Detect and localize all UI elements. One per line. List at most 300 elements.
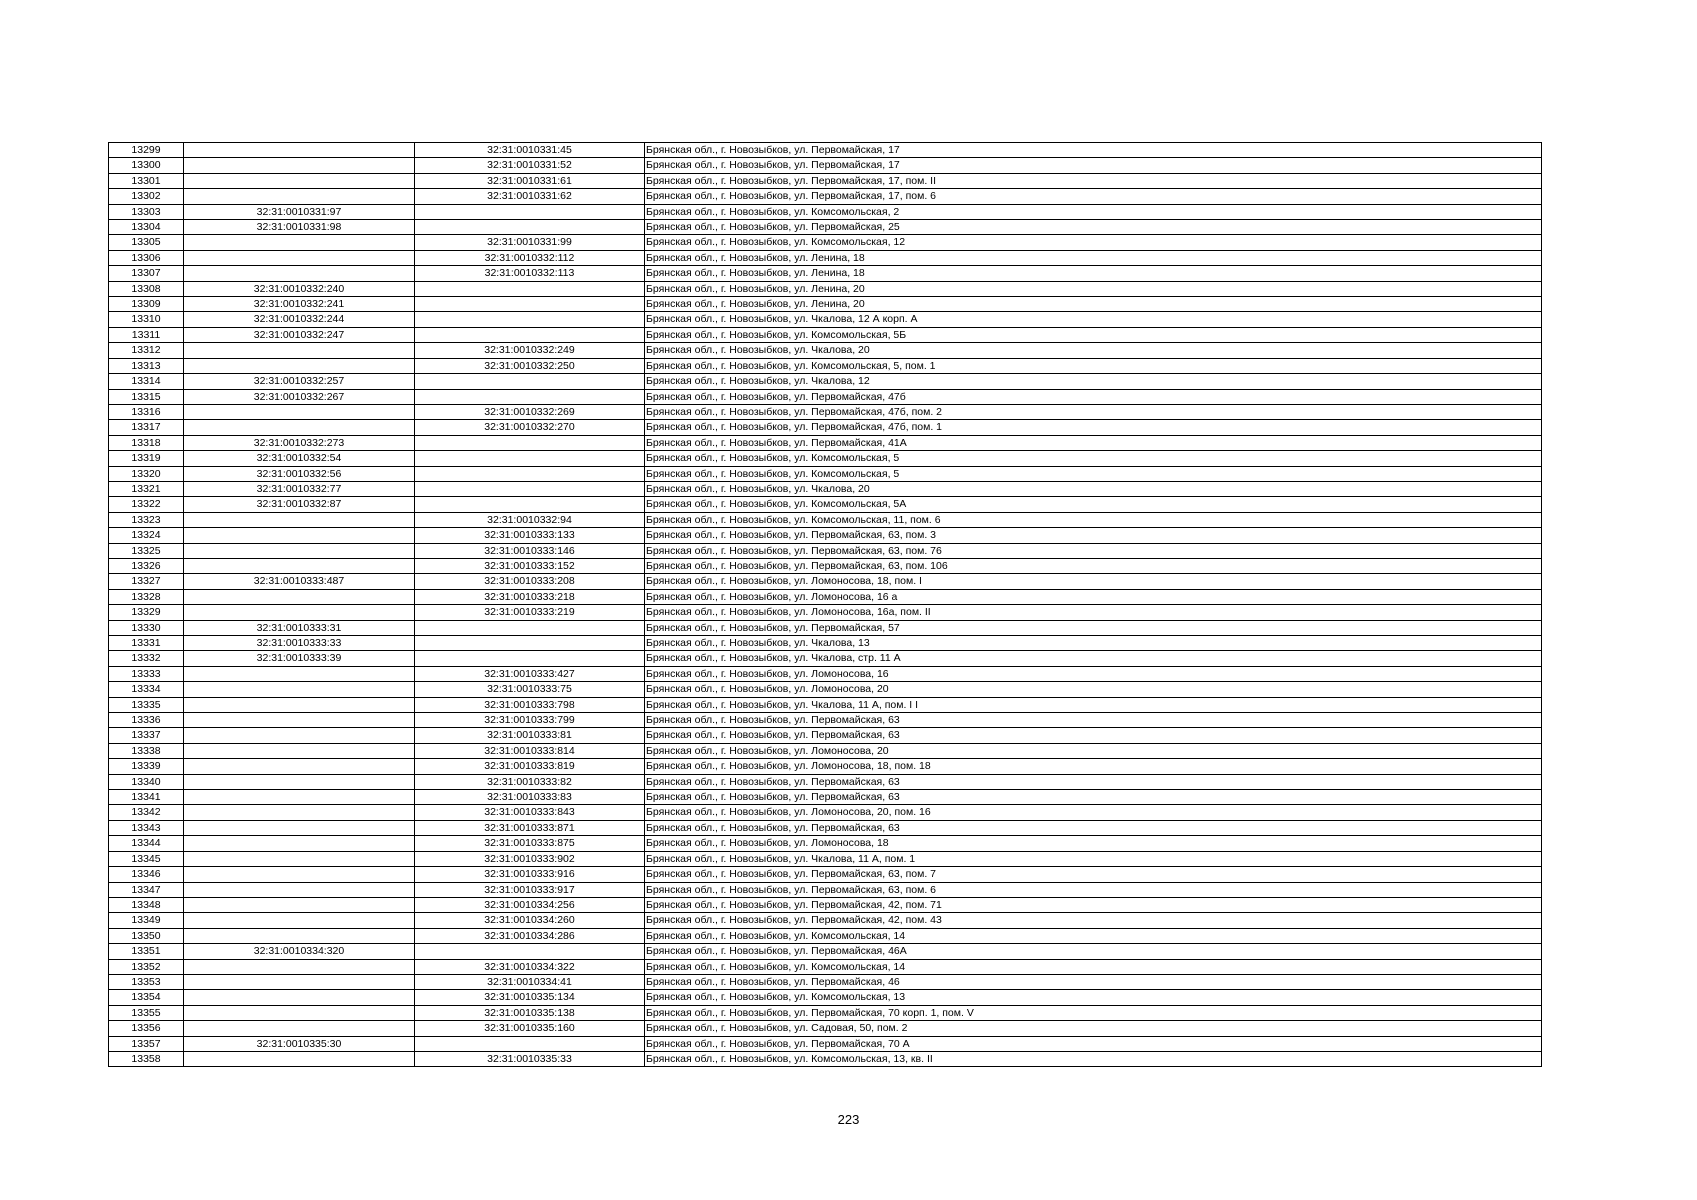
cadastral-number-b-cell: 32:31:0010332:94: [415, 512, 645, 527]
address-cell: Брянская обл., г. Новозыбков, ул. Чкалова, стр. 11 А: [645, 651, 1542, 666]
table-row: [109, 974, 1542, 989]
address-cell: Брянская обл., г. Новозыбков, ул. Комсомольская, 14: [645, 928, 1542, 943]
table-row: [109, 574, 1542, 589]
row-number-cell: 13351: [109, 944, 184, 959]
row-number-cell: 13355: [109, 1005, 184, 1020]
cadastral-number-b-cell: [415, 466, 645, 481]
cadastral-number-a-cell: [184, 990, 415, 1005]
cadastral-number-a-cell: 32:31:0010333:33: [184, 636, 415, 651]
row-number-cell: 13348: [109, 897, 184, 912]
table-row: [109, 435, 1542, 450]
cadastral-number-a-cell: [184, 1021, 415, 1036]
row-number-cell: 13318: [109, 435, 184, 450]
table-row: [109, 466, 1542, 481]
cadastral-number-b-cell: [415, 389, 645, 404]
cadastral-number-b-cell: 32:31:0010333:83: [415, 790, 645, 805]
cadastral-number-a-cell: [184, 728, 415, 743]
table-row: [109, 820, 1542, 835]
address-cell: Брянская обл., г. Новозыбков, ул. Комсомольская, 5: [645, 466, 1542, 481]
cadastral-number-b-cell: 32:31:0010333:916: [415, 867, 645, 882]
table-row: [109, 420, 1542, 435]
address-cell: Брянская обл., г. Новозыбков, ул. Первомайская, 63, пом. 106: [645, 558, 1542, 573]
cadastral-number-b-cell: 32:31:0010333:146: [415, 543, 645, 558]
table-row: [109, 374, 1542, 389]
address-cell: Брянская обл., г. Новозыбков, ул. Первомайская, 46: [645, 974, 1542, 989]
cadastral-number-a-cell: [184, 913, 415, 928]
cadastral-number-b-cell: 32:31:0010333:814: [415, 743, 645, 758]
address-cell: Брянская обл., г. Новозыбков, ул. Комсомольская, 12: [645, 235, 1542, 250]
row-number-cell: 13333: [109, 666, 184, 681]
cadastral-number-a-cell: [184, 420, 415, 435]
cadastral-number-a-cell: [184, 1051, 415, 1066]
cadastral-number-a-cell: [184, 882, 415, 897]
address-cell: Брянская обл., г. Новозыбков, ул. Первомайская, 47б, пом. 2: [645, 404, 1542, 419]
address-cell: Брянская обл., г. Новозыбков, ул. Ломоносова, 18, пом. 18: [645, 759, 1542, 774]
cadastral-number-a-cell: 32:31:0010332:54: [184, 451, 415, 466]
address-cell: Брянская обл., г. Новозыбков, ул. Чкалова, 13: [645, 636, 1542, 651]
property-table: [108, 142, 1542, 1067]
cadastral-number-a-cell: 32:31:0010331:97: [184, 204, 415, 219]
table-row: [109, 404, 1542, 419]
row-number-cell: 13341: [109, 790, 184, 805]
table-row: [109, 697, 1542, 712]
cadastral-number-b-cell: 32:31:0010332:113: [415, 266, 645, 281]
address-cell: Брянская обл., г. Новозыбков, ул. Первомайская, 63, пом. 6: [645, 882, 1542, 897]
table-row: [109, 481, 1542, 496]
cadastral-number-b-cell: 32:31:0010333:819: [415, 759, 645, 774]
table-row: [109, 589, 1542, 604]
address-cell: Брянская обл., г. Новозыбков, ул. Первомайская, 17: [645, 143, 1542, 158]
cadastral-number-a-cell: [184, 974, 415, 989]
cadastral-number-a-cell: [184, 158, 415, 173]
cadastral-number-a-cell: [184, 558, 415, 573]
row-number-cell: 13358: [109, 1051, 184, 1066]
table-body: [109, 143, 1542, 1067]
cadastral-number-a-cell: 32:31:0010332:267: [184, 389, 415, 404]
address-cell: Брянская обл., г. Новозыбков, ул. Первомайская, 63: [645, 790, 1542, 805]
cadastral-number-b-cell: 32:31:0010333:219: [415, 605, 645, 620]
address-cell: Брянская обл., г. Новозыбков, ул. Ломоносова, 16: [645, 666, 1542, 681]
address-cell: Брянская обл., г. Новозыбков, ул. Ленина, 18: [645, 250, 1542, 265]
table-row: [109, 281, 1542, 296]
cadastral-number-b-cell: [415, 636, 645, 651]
cadastral-number-a-cell: [184, 790, 415, 805]
cadastral-number-b-cell: 32:31:0010333:133: [415, 528, 645, 543]
row-number-cell: 13299: [109, 143, 184, 158]
table-row: [109, 1036, 1542, 1051]
cadastral-number-a-cell: [184, 851, 415, 866]
cadastral-number-a-cell: [184, 235, 415, 250]
address-cell: Брянская обл., г. Новозыбков, ул. Первомайская, 17, пом. II: [645, 173, 1542, 188]
cadastral-number-a-cell: [184, 805, 415, 820]
address-cell: Брянская обл., г. Новозыбков, ул. Первомайская, 70 корп. 1, пом. V: [645, 1005, 1542, 1020]
row-number-cell: 13313: [109, 358, 184, 373]
row-number-cell: 13309: [109, 297, 184, 312]
cadastral-number-a-cell: [184, 697, 415, 712]
cadastral-number-a-cell: [184, 250, 415, 265]
cadastral-number-b-cell: [415, 481, 645, 496]
cadastral-number-a-cell: [184, 759, 415, 774]
row-number-cell: 13320: [109, 466, 184, 481]
cadastral-number-b-cell: 32:31:0010331:45: [415, 143, 645, 158]
cadastral-number-a-cell: [184, 666, 415, 681]
address-cell: Брянская обл., г. Новозыбков, ул. Ломоносова, 20: [645, 682, 1542, 697]
cadastral-number-a-cell: [184, 1005, 415, 1020]
row-number-cell: 13300: [109, 158, 184, 173]
cadastral-number-b-cell: 32:31:0010332:249: [415, 343, 645, 358]
table-row: [109, 959, 1542, 974]
row-number-cell: 13306: [109, 250, 184, 265]
address-cell: Брянская обл., г. Новозыбков, ул. Первомайская, 17: [645, 158, 1542, 173]
row-number-cell: 13342: [109, 805, 184, 820]
cadastral-number-a-cell: 32:31:0010333:487: [184, 574, 415, 589]
row-number-cell: 13311: [109, 327, 184, 342]
table-row: [109, 836, 1542, 851]
table-row: [109, 343, 1542, 358]
cadastral-number-a-cell: 32:31:0010332:257: [184, 374, 415, 389]
address-cell: Брянская обл., г. Новозыбков, ул. Комсомольская, 5: [645, 451, 1542, 466]
row-number-cell: 13314: [109, 374, 184, 389]
table-row: [109, 528, 1542, 543]
table-row: [109, 497, 1542, 512]
cadastral-number-a-cell: [184, 928, 415, 943]
row-number-cell: 13319: [109, 451, 184, 466]
address-cell: Брянская обл., г. Новозыбков, ул. Чкалова, 11 А, пом. I I: [645, 697, 1542, 712]
address-cell: Брянская обл., г. Новозыбков, ул. Первомайская, 17, пом. 6: [645, 189, 1542, 204]
cadastral-number-b-cell: [415, 944, 645, 959]
table-row: [109, 743, 1542, 758]
row-number-cell: 13326: [109, 558, 184, 573]
address-cell: Брянская обл., г. Новозыбков, ул. Ленина, 18: [645, 266, 1542, 281]
address-cell: Брянская обл., г. Новозыбков, ул. Ломоносова, 20: [645, 743, 1542, 758]
table-row: [109, 651, 1542, 666]
cadastral-number-b-cell: 32:31:0010333:75: [415, 682, 645, 697]
table-row: [109, 389, 1542, 404]
cadastral-number-a-cell: [184, 528, 415, 543]
cadastral-number-b-cell: 32:31:0010333:208: [415, 574, 645, 589]
cadastral-number-b-cell: [415, 620, 645, 635]
row-number-cell: 13303: [109, 204, 184, 219]
address-cell: Брянская обл., г. Новозыбков, ул. Комсомольская, 13: [645, 990, 1542, 1005]
table-row: [109, 666, 1542, 681]
address-cell: Брянская обл., г. Новозыбков, ул. Первомайская, 63, пом. 7: [645, 867, 1542, 882]
cadastral-number-a-cell: [184, 189, 415, 204]
cadastral-number-a-cell: [184, 836, 415, 851]
cadastral-number-b-cell: 32:31:0010332:250: [415, 358, 645, 373]
cadastral-number-b-cell: [415, 297, 645, 312]
cadastral-number-b-cell: 32:31:0010335:160: [415, 1021, 645, 1036]
row-number-cell: 13322: [109, 497, 184, 512]
address-cell: Брянская обл., г. Новозыбков, ул. Первомайская, 41А: [645, 435, 1542, 450]
cadastral-number-a-cell: [184, 820, 415, 835]
table-row: [109, 913, 1542, 928]
table-row: [109, 1021, 1542, 1036]
table-row: [109, 790, 1542, 805]
cadastral-number-a-cell: 32:31:0010335:30: [184, 1036, 415, 1051]
table-row: [109, 897, 1542, 912]
address-cell: Брянская обл., г. Новозыбков, ул. Комсомольская, 2: [645, 204, 1542, 219]
address-cell: Брянская обл., г. Новозыбков, ул. Комсомольская, 5А: [645, 497, 1542, 512]
cadastral-number-b-cell: 32:31:0010334:260: [415, 913, 645, 928]
row-number-cell: 13345: [109, 851, 184, 866]
table-row: [109, 774, 1542, 789]
address-cell: Брянская обл., г. Новозыбков, ул. Ломоносова, 16 а: [645, 589, 1542, 604]
row-number-cell: 13310: [109, 312, 184, 327]
address-cell: Брянская обл., г. Новозыбков, ул. Первомайская, 42, пом. 43: [645, 913, 1542, 928]
table-row: [109, 620, 1542, 635]
table-row: [109, 728, 1542, 743]
row-number-cell: 13344: [109, 836, 184, 851]
address-cell: Брянская обл., г. Новозыбков, ул. Комсомольская, 13, кв. II: [645, 1051, 1542, 1066]
cadastral-number-a-cell: 32:31:0010332:240: [184, 281, 415, 296]
cadastral-number-a-cell: 32:31:0010333:31: [184, 620, 415, 635]
row-number-cell: 13350: [109, 928, 184, 943]
cadastral-number-b-cell: 32:31:0010333:902: [415, 851, 645, 866]
cadastral-number-a-cell: [184, 589, 415, 604]
table-row: [109, 327, 1542, 342]
address-cell: Брянская обл., г. Новозыбков, ул. Первомайская, 63: [645, 713, 1542, 728]
cadastral-number-a-cell: [184, 682, 415, 697]
cadastral-number-a-cell: 32:31:0010332:77: [184, 481, 415, 496]
row-number-cell: 13317: [109, 420, 184, 435]
address-cell: Брянская обл., г. Новозыбков, ул. Чкалова, 20: [645, 343, 1542, 358]
cadastral-number-b-cell: 32:31:0010333:799: [415, 713, 645, 728]
cadastral-number-b-cell: 32:31:0010333:81: [415, 728, 645, 743]
table-row: [109, 1005, 1542, 1020]
table-row: [109, 189, 1542, 204]
row-number-cell: 13330: [109, 620, 184, 635]
row-number-cell: 13336: [109, 713, 184, 728]
cadastral-number-b-cell: [415, 497, 645, 512]
row-number-cell: 13352: [109, 959, 184, 974]
address-cell: Брянская обл., г. Новозыбков, ул. Садовая, 50, пом. 2: [645, 1021, 1542, 1036]
address-cell: Брянская обл., г. Новозыбков, ул. Ломоносова, 18, пом. I: [645, 574, 1542, 589]
cadastral-number-b-cell: 32:31:0010332:270: [415, 420, 645, 435]
table-row: [109, 266, 1542, 281]
table-row: [109, 759, 1542, 774]
cadastral-number-a-cell: [184, 543, 415, 558]
address-cell: Брянская обл., г. Новозыбков, ул. Чкалова, 20: [645, 481, 1542, 496]
table-row: [109, 558, 1542, 573]
row-number-cell: 13354: [109, 990, 184, 1005]
cadastral-number-a-cell: [184, 867, 415, 882]
row-number-cell: 13356: [109, 1021, 184, 1036]
row-number-cell: 13334: [109, 682, 184, 697]
row-number-cell: 13324: [109, 528, 184, 543]
address-cell: Брянская обл., г. Новозыбков, ул. Комсомольская, 11, пом. 6: [645, 512, 1542, 527]
table-row: [109, 173, 1542, 188]
page-number: 223: [837, 1112, 860, 1127]
cadastral-number-b-cell: [415, 220, 645, 235]
row-number-cell: 13307: [109, 266, 184, 281]
cadastral-number-a-cell: 32:31:0010334:320: [184, 944, 415, 959]
cadastral-number-b-cell: 32:31:0010331:99: [415, 235, 645, 250]
address-cell: Брянская обл., г. Новозыбков, ул. Первомайская, 25: [645, 220, 1542, 235]
row-number-cell: 13301: [109, 173, 184, 188]
cadastral-number-a-cell: [184, 404, 415, 419]
cadastral-number-b-cell: 32:31:0010333:871: [415, 820, 645, 835]
table-row: [109, 605, 1542, 620]
table-row: [109, 358, 1542, 373]
cadastral-number-b-cell: [415, 451, 645, 466]
cadastral-number-a-cell: [184, 774, 415, 789]
cadastral-number-a-cell: 32:31:0010332:247: [184, 327, 415, 342]
cadastral-number-a-cell: 32:31:0010333:39: [184, 651, 415, 666]
address-cell: Брянская обл., г. Новозыбков, ул. Комсомольская, 5, пом. 1: [645, 358, 1542, 373]
cadastral-number-b-cell: [415, 281, 645, 296]
cadastral-number-b-cell: 32:31:0010331:62: [415, 189, 645, 204]
table-row: [109, 805, 1542, 820]
cadastral-number-b-cell: 32:31:0010335:138: [415, 1005, 645, 1020]
cadastral-number-b-cell: 32:31:0010333:843: [415, 805, 645, 820]
table-row: [109, 143, 1542, 158]
table-row: [109, 990, 1542, 1005]
row-number-cell: 13347: [109, 882, 184, 897]
table-row: [109, 867, 1542, 882]
cadastral-number-b-cell: 32:31:0010334:286: [415, 928, 645, 943]
row-number-cell: 13316: [109, 404, 184, 419]
address-cell: Брянская обл., г. Новозыбков, ул. Первомайская, 47б, пом. 1: [645, 420, 1542, 435]
table-row: [109, 944, 1542, 959]
address-cell: Брянская обл., г. Новозыбков, ул. Комсомольская, 5Б: [645, 327, 1542, 342]
table-row: [109, 220, 1542, 235]
row-number-cell: 13321: [109, 481, 184, 496]
address-cell: Брянская обл., г. Новозыбков, ул. Первомайская, 42, пом. 71: [645, 897, 1542, 912]
table-row: [109, 312, 1542, 327]
address-cell: Брянская обл., г. Новозыбков, ул. Чкалова, 12: [645, 374, 1542, 389]
cadastral-number-b-cell: 32:31:0010333:917: [415, 882, 645, 897]
table-row: [109, 543, 1542, 558]
cadastral-number-a-cell: [184, 743, 415, 758]
row-number-cell: 13305: [109, 235, 184, 250]
cadastral-number-b-cell: 32:31:0010332:112: [415, 250, 645, 265]
cadastral-number-b-cell: [415, 374, 645, 389]
row-number-cell: 13331: [109, 636, 184, 651]
row-number-cell: 13315: [109, 389, 184, 404]
address-cell: Брянская обл., г. Новозыбков, ул. Первомайская, 57: [645, 620, 1542, 635]
row-number-cell: 13308: [109, 281, 184, 296]
address-cell: Брянская обл., г. Новозыбков, ул. Первомайская, 63, пом. 3: [645, 528, 1542, 543]
row-number-cell: 13357: [109, 1036, 184, 1051]
cadastral-number-b-cell: [415, 1036, 645, 1051]
row-number-cell: 13323: [109, 512, 184, 527]
cadastral-number-a-cell: [184, 173, 415, 188]
cadastral-number-b-cell: 32:31:0010334:256: [415, 897, 645, 912]
address-cell: Брянская обл., г. Новозыбков, ул. Первомайская, 63: [645, 774, 1542, 789]
cadastral-number-b-cell: [415, 327, 645, 342]
cadastral-number-b-cell: 32:31:0010333:82: [415, 774, 645, 789]
cadastral-number-b-cell: 32:31:0010335:134: [415, 990, 645, 1005]
address-cell: Брянская обл., г. Новозыбков, ул. Первомайская, 70 А: [645, 1036, 1542, 1051]
cadastral-number-b-cell: [415, 204, 645, 219]
table-row: [109, 158, 1542, 173]
cadastral-number-a-cell: 32:31:0010332:87: [184, 497, 415, 512]
row-number-cell: 13353: [109, 974, 184, 989]
cadastral-number-b-cell: 32:31:0010333:798: [415, 697, 645, 712]
table-row: [109, 512, 1542, 527]
cadastral-number-a-cell: 32:31:0010332:241: [184, 297, 415, 312]
cadastral-number-a-cell: 32:31:0010332:273: [184, 435, 415, 450]
address-cell: Брянская обл., г. Новозыбков, ул. Ленина, 20: [645, 281, 1542, 296]
cadastral-number-b-cell: 32:31:0010333:427: [415, 666, 645, 681]
table-row: [109, 250, 1542, 265]
address-cell: Брянская обл., г. Новозыбков, ул. Первомайская, 63: [645, 728, 1542, 743]
cadastral-number-b-cell: 32:31:0010333:218: [415, 589, 645, 604]
row-number-cell: 13312: [109, 343, 184, 358]
table-row: [109, 204, 1542, 219]
cadastral-number-b-cell: 32:31:0010333:875: [415, 836, 645, 851]
table-row: [109, 851, 1542, 866]
address-cell: Брянская обл., г. Новозыбков, ул. Чкалова, 11 А, пом. 1: [645, 851, 1542, 866]
cadastral-number-b-cell: 32:31:0010331:61: [415, 173, 645, 188]
row-number-cell: 13327: [109, 574, 184, 589]
row-number-cell: 13304: [109, 220, 184, 235]
address-cell: Брянская обл., г. Новозыбков, ул. Первомайская, 63, пом. 76: [645, 543, 1542, 558]
table-row: [109, 713, 1542, 728]
cadastral-number-a-cell: 32:31:0010332:56: [184, 466, 415, 481]
address-cell: Брянская обл., г. Новозыбков, ул. Комсомольская, 14: [645, 959, 1542, 974]
cadastral-number-a-cell: [184, 358, 415, 373]
cadastral-number-b-cell: 32:31:0010334:322: [415, 959, 645, 974]
cadastral-number-b-cell: [415, 435, 645, 450]
cadastral-number-a-cell: 32:31:0010332:244: [184, 312, 415, 327]
row-number-cell: 13339: [109, 759, 184, 774]
address-cell: Брянская обл., г. Новозыбков, ул. Ломоносова, 20, пом. 16: [645, 805, 1542, 820]
cadastral-number-b-cell: [415, 651, 645, 666]
table-row: [109, 235, 1542, 250]
row-number-cell: 13337: [109, 728, 184, 743]
table-row: [109, 882, 1542, 897]
cadastral-number-a-cell: [184, 713, 415, 728]
cadastral-number-b-cell: 32:31:0010333:152: [415, 558, 645, 573]
cadastral-number-a-cell: [184, 959, 415, 974]
cadastral-number-b-cell: 32:31:0010334:41: [415, 974, 645, 989]
address-cell: Брянская обл., г. Новозыбков, ул. Первомайская, 63: [645, 820, 1542, 835]
row-number-cell: 13302: [109, 189, 184, 204]
table-row: [109, 928, 1542, 943]
address-cell: Брянская обл., г. Новозыбков, ул. Первомайская, 47б: [645, 389, 1542, 404]
address-cell: Брянская обл., г. Новозыбков, ул. Чкалова, 12 А корп. А: [645, 312, 1542, 327]
row-number-cell: 13332: [109, 651, 184, 666]
row-number-cell: 13340: [109, 774, 184, 789]
row-number-cell: 13328: [109, 589, 184, 604]
address-cell: Брянская обл., г. Новозыбков, ул. Ленина, 20: [645, 297, 1542, 312]
cadastral-number-a-cell: 32:31:0010331:98: [184, 220, 415, 235]
table-row: [109, 636, 1542, 651]
table-row: [109, 682, 1542, 697]
row-number-cell: 13329: [109, 605, 184, 620]
row-number-cell: 13335: [109, 697, 184, 712]
address-cell: Брянская обл., г. Новозыбков, ул. Первомайская, 46А: [645, 944, 1542, 959]
row-number-cell: 13325: [109, 543, 184, 558]
cadastral-number-a-cell: [184, 605, 415, 620]
cadastral-number-a-cell: [184, 266, 415, 281]
cadastral-number-a-cell: [184, 143, 415, 158]
cadastral-number-a-cell: [184, 512, 415, 527]
table-row: [109, 451, 1542, 466]
address-cell: Брянская обл., г. Новозыбков, ул. Ломоносова, 18: [645, 836, 1542, 851]
address-cell: Брянская обл., г. Новозыбков, ул. Ломоносова, 16а, пом. II: [645, 605, 1542, 620]
cadastral-number-a-cell: [184, 343, 415, 358]
cadastral-number-b-cell: 32:31:0010335:33: [415, 1051, 645, 1066]
cadastral-number-a-cell: [184, 897, 415, 912]
cadastral-number-b-cell: 32:31:0010331:52: [415, 158, 645, 173]
table-row: [109, 297, 1542, 312]
row-number-cell: 13338: [109, 743, 184, 758]
row-number-cell: 13346: [109, 867, 184, 882]
cadastral-number-b-cell: [415, 312, 645, 327]
row-number-cell: 13349: [109, 913, 184, 928]
